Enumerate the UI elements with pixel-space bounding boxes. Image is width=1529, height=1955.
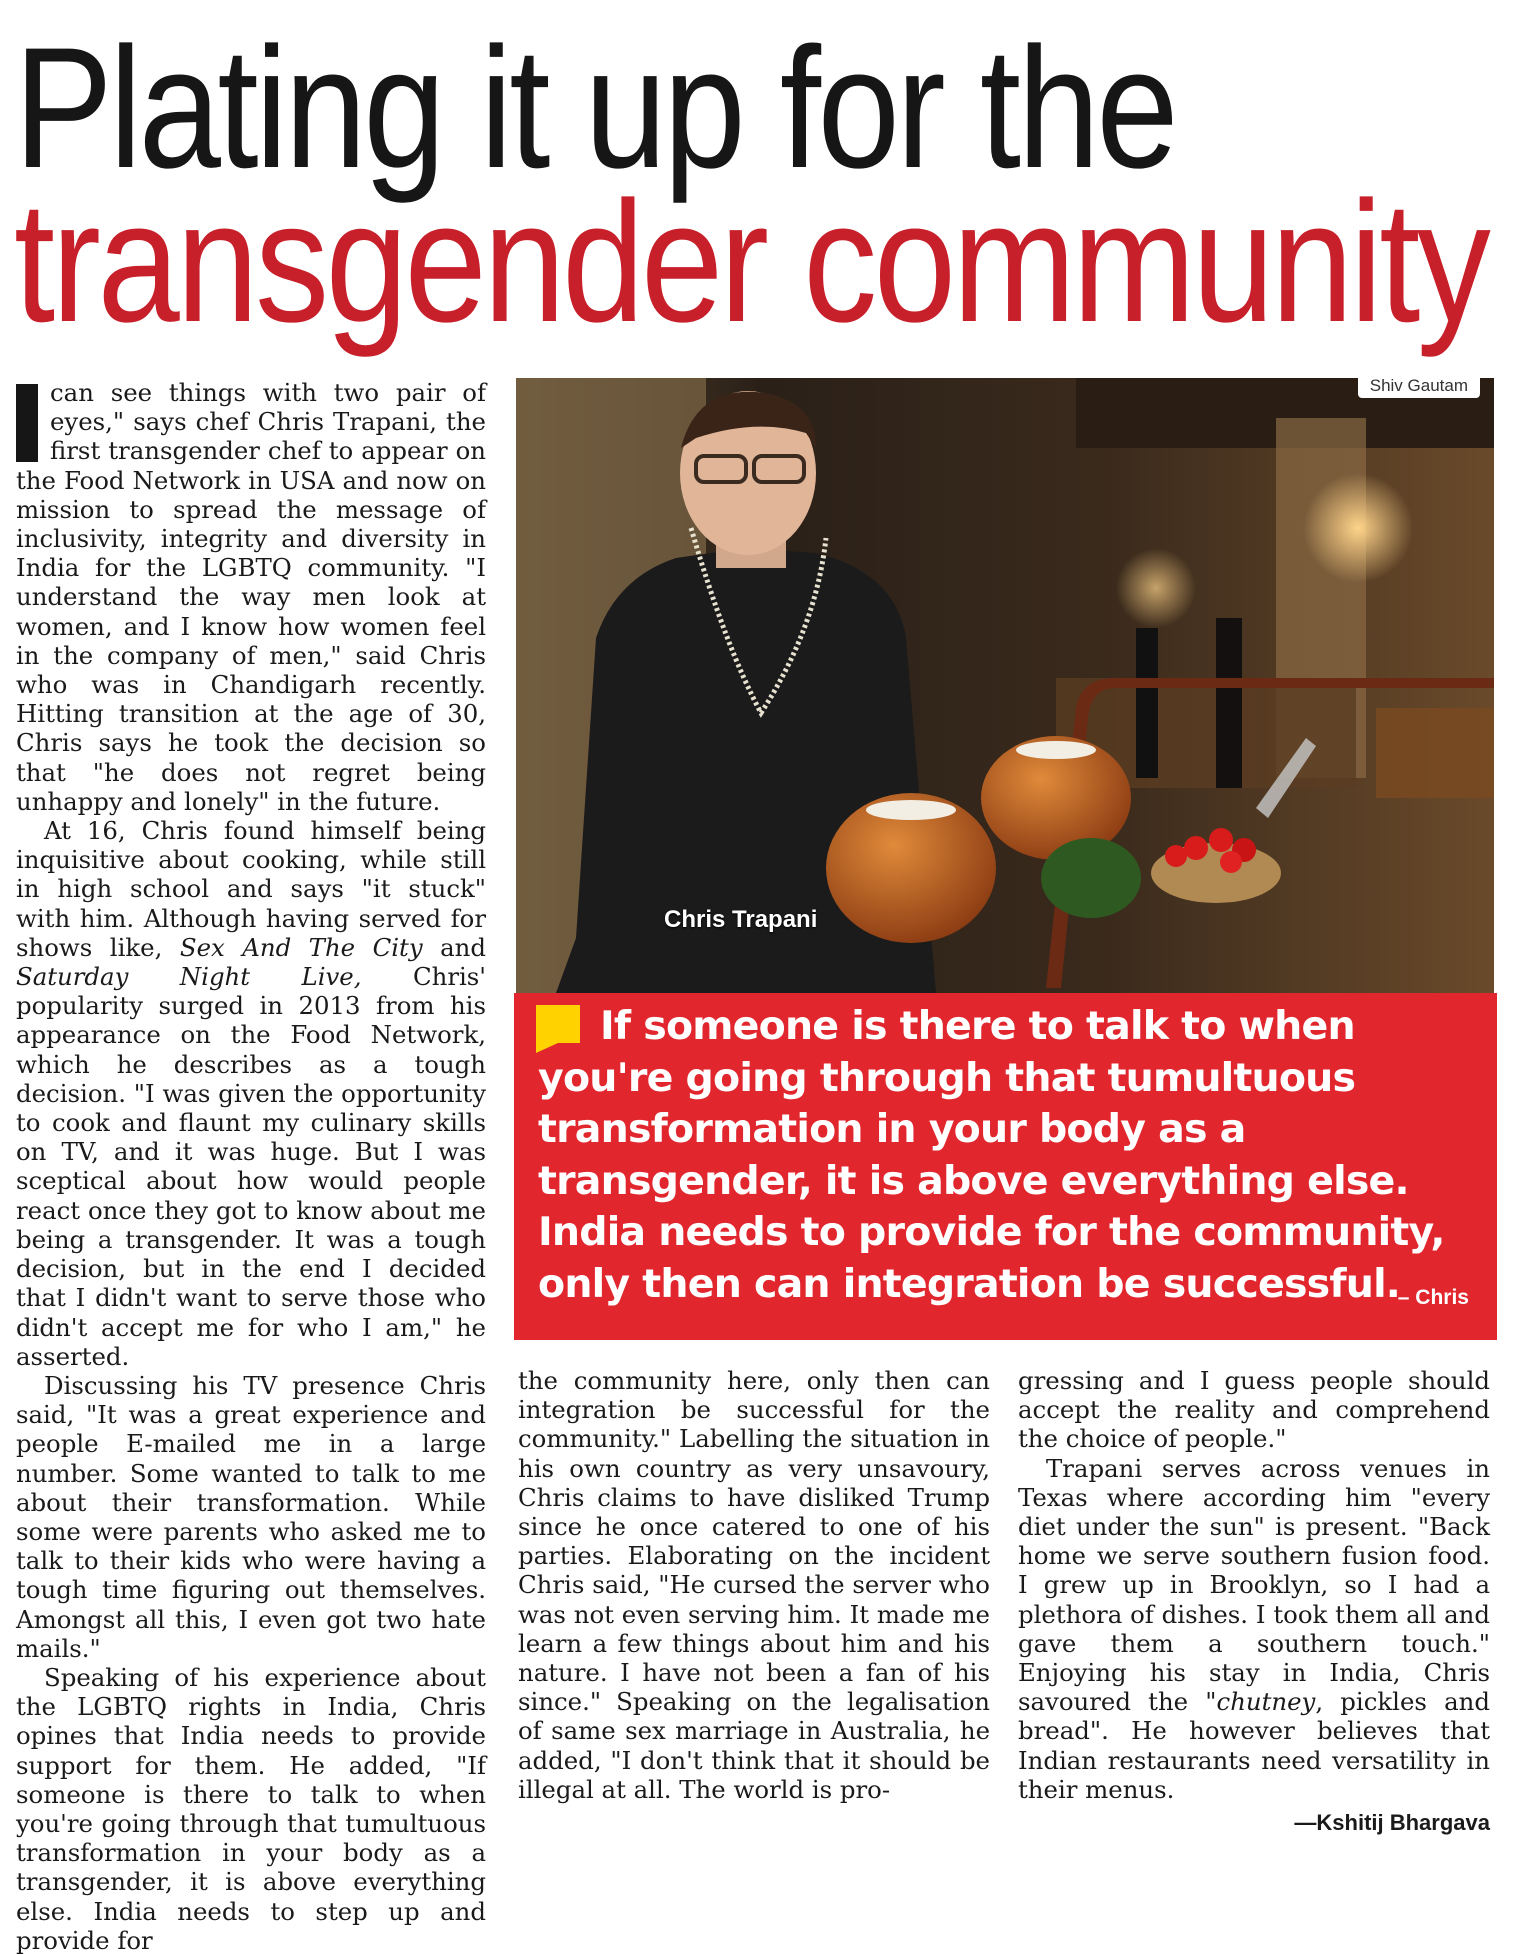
article-paragraph-intro (16, 378, 486, 816)
p7-text-a: Trapani serves across venues in Texas where according him "every diet under the sun" is present. "Back home we serve southern fusion food. I grew up in Brooklyn, so I had a plethora of dishes. I took them all and gave them a southern touch." Enjoying his stay in India, Chris savoured the " (1018, 1453, 1490, 1717)
photo-credit: Shiv Gautam (1358, 378, 1480, 398)
author-byline: —Kshitij Bhargava (1294, 1810, 1490, 1836)
article-paragraph-3: Discussing his TV presence Chris said, "It was a great experience and people E-mailed me in a large number. Some wanted to talk to me about their transformation. While some were parents who asked me to talk to their kids who were having a tough time figuring out themselves. Amongst all this, I even got two hate mails." (16, 1370, 486, 1663)
chef-photo (516, 378, 1494, 993)
drop-cap-bar (16, 384, 38, 462)
headline-line-1: Plating it up for the (14, 12, 1176, 204)
p7-emphasis: chutney (1216, 1687, 1316, 1717)
article-paragraph-2 (16, 816, 486, 1371)
photo-illustration (516, 378, 1494, 993)
show-title-2: Saturday Night Live, (16, 962, 362, 992)
photo-caption: Chris Trapani (664, 906, 818, 933)
article-column-1 (16, 378, 486, 1955)
article-column-2 (518, 1366, 990, 1804)
show-title-1: Sex And The City (179, 932, 423, 962)
pull-quote-box (514, 993, 1497, 1340)
p2-text-a: At 16, Chris found himself being inquisitive about cooking, while still in high school and says "it stuck" with him. Although having served for shows like, (16, 816, 486, 962)
p7-text-b: , pickles and bread". He however believes that Indian restaurants need versatility in their menus. (1018, 1687, 1490, 1804)
article-paragraph-6: gressing and I guess people should accept the reality and comprehend the choice of people." (1018, 1366, 1490, 1454)
speech-bubble-icon (536, 1005, 580, 1053)
article-paragraph-7 (1018, 1454, 1490, 1804)
article-paragraph-4: Speaking of his experience about the LGBTQ rights in India, Chris opines that India needs to provide support for them. He added, "If someone is there to talk to when you're going through that tumultuous transformation in your body as a transgender, it is above everything else. India needs to step up and provide for (16, 1662, 486, 1955)
article-column-3 (1018, 1366, 1490, 1837)
article-paragraph-5: the community here, only then can integration be successful for the community." Labelling the situation in his own country as very unsavoury, Chris claims to have disliked Trump since he once catered to one of his parties. Elaborating on the incident Chris said, "He cursed the server who was not even serving him. It made me learn a few things about him and his nature. I have not been a fan of his since." Speaking on the legalisation of same sex marriage in Australia, he added, "I don't think that it should be illegal at all. The world is pro- (518, 1366, 990, 1804)
pull-quote-text: If someone is there to talk to when you're going through that tumultuous transformation in your body as a transgender, it is above everything else. India needs to provide for the community, only then can integration be successful. (538, 1003, 1445, 1307)
headline-line-2: transgender community (14, 166, 1488, 358)
p2-and: and (422, 932, 486, 962)
pull-quote-attribution: – Chris (1397, 1286, 1469, 1309)
p2-text-b: Chris' popularity surged in 2013 from his appearance on the Food Network, which he describes as a tough decision. "I was given the opportunity to cook and flaunt my culinary skills on TV, and it was huge. But I was sceptical about how would people react once they got to know about me being a transgender. It was a tough decision, but in the end I decided that I didn't want to serve those who didn't accept me for who I am," he asserted. (16, 962, 487, 1371)
intro-text: can see things with two pair of eyes," says chef Chris Trapani, the first transgender chef to appear on the Food Network in USA and now on mission to spread the message of inclusivity, integrity and diversity in India for the LGBTQ community. "I understand the way men look at women, and I know how women feel in the company of men," said Chris who was in Chandigarh recently. Hitting transition at the age of 30, Chris says he took the decision so that "he does not regret being unhappy and lonely" in the future. (16, 378, 486, 816)
